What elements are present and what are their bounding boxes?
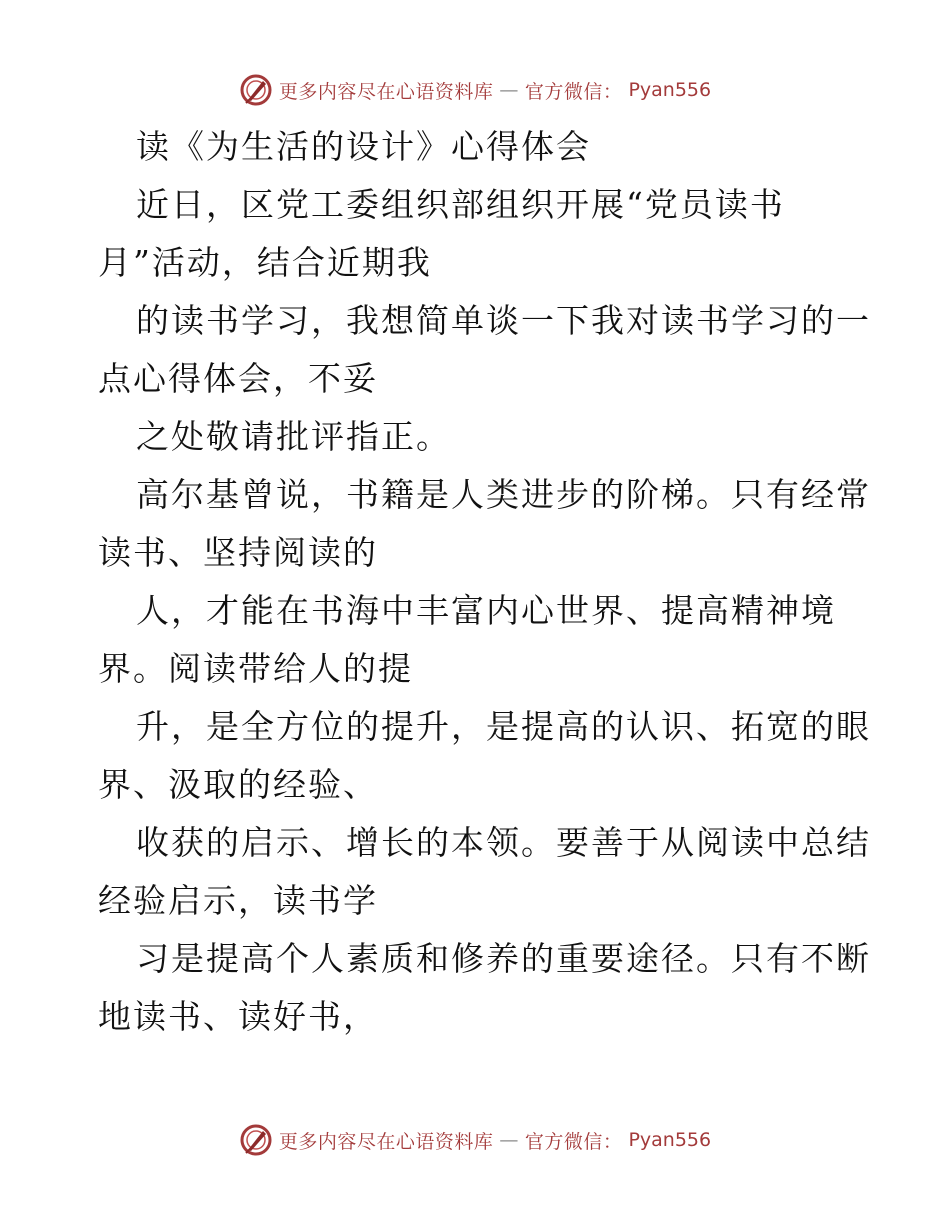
document-line: 经验启示，读书学 [98,881,378,920]
footer-watermark-inner [239,1123,711,1157]
document-line: 收获的启示、增长的本领。要善于从阅读中总结 [136,823,871,862]
footer-wechat-label: 官方微信： [524,1130,623,1153]
document-line: 之处敬请批评指正。 [136,417,451,456]
document-line: 月”活动，结合近期我 [98,243,432,282]
document-line: 的读书学习，我想简单谈一下我对读书学习的一 [136,301,871,340]
header-watermark-inner [239,73,711,107]
header-watermark-dash: — [499,79,519,101]
document-line: 读书、坚持阅读的 [98,533,378,572]
document-body [98,118,871,1046]
footer-watermark-text: 更多内容尽在心语资料库 [278,1130,494,1153]
feather-pen-circle-icon [239,73,273,107]
document-line: 界、汲取的经验、 [98,765,378,804]
document-line: 地读书、读好书， [98,997,378,1036]
header-wechat-id: Pyan556 [628,79,712,101]
document-line: 高尔基曾说，书籍是人类进步的阶梯。只有经常 [136,475,871,514]
document-line: 近日，区党工委组织部组织开展“党员读书 [136,185,785,224]
header-wechat-label: 官方微信： [524,80,623,103]
footer-watermark [0,1120,950,1160]
document-line: 习是提高个人素质和修养的重要途径。只有不断 [136,939,871,978]
header-watermark [0,70,950,110]
document-title: 读《为生活的设计》心得体会 [136,127,591,166]
feather-pen-circle-icon [239,1123,273,1157]
document-line: 界。阅读带给人的提 [98,649,413,688]
document-line: 点心得体会，不妥 [98,359,378,398]
footer-wechat-id: Pyan556 [628,1129,712,1151]
document-line: 人，才能在书海中丰富内心世界、提高精神境 [136,591,836,630]
footer-watermark-dash: — [499,1129,519,1151]
header-watermark-text: 更多内容尽在心语资料库 [278,80,494,103]
document-line: 升，是全方位的提升，是提高的认识、拓宽的眼 [136,707,871,746]
